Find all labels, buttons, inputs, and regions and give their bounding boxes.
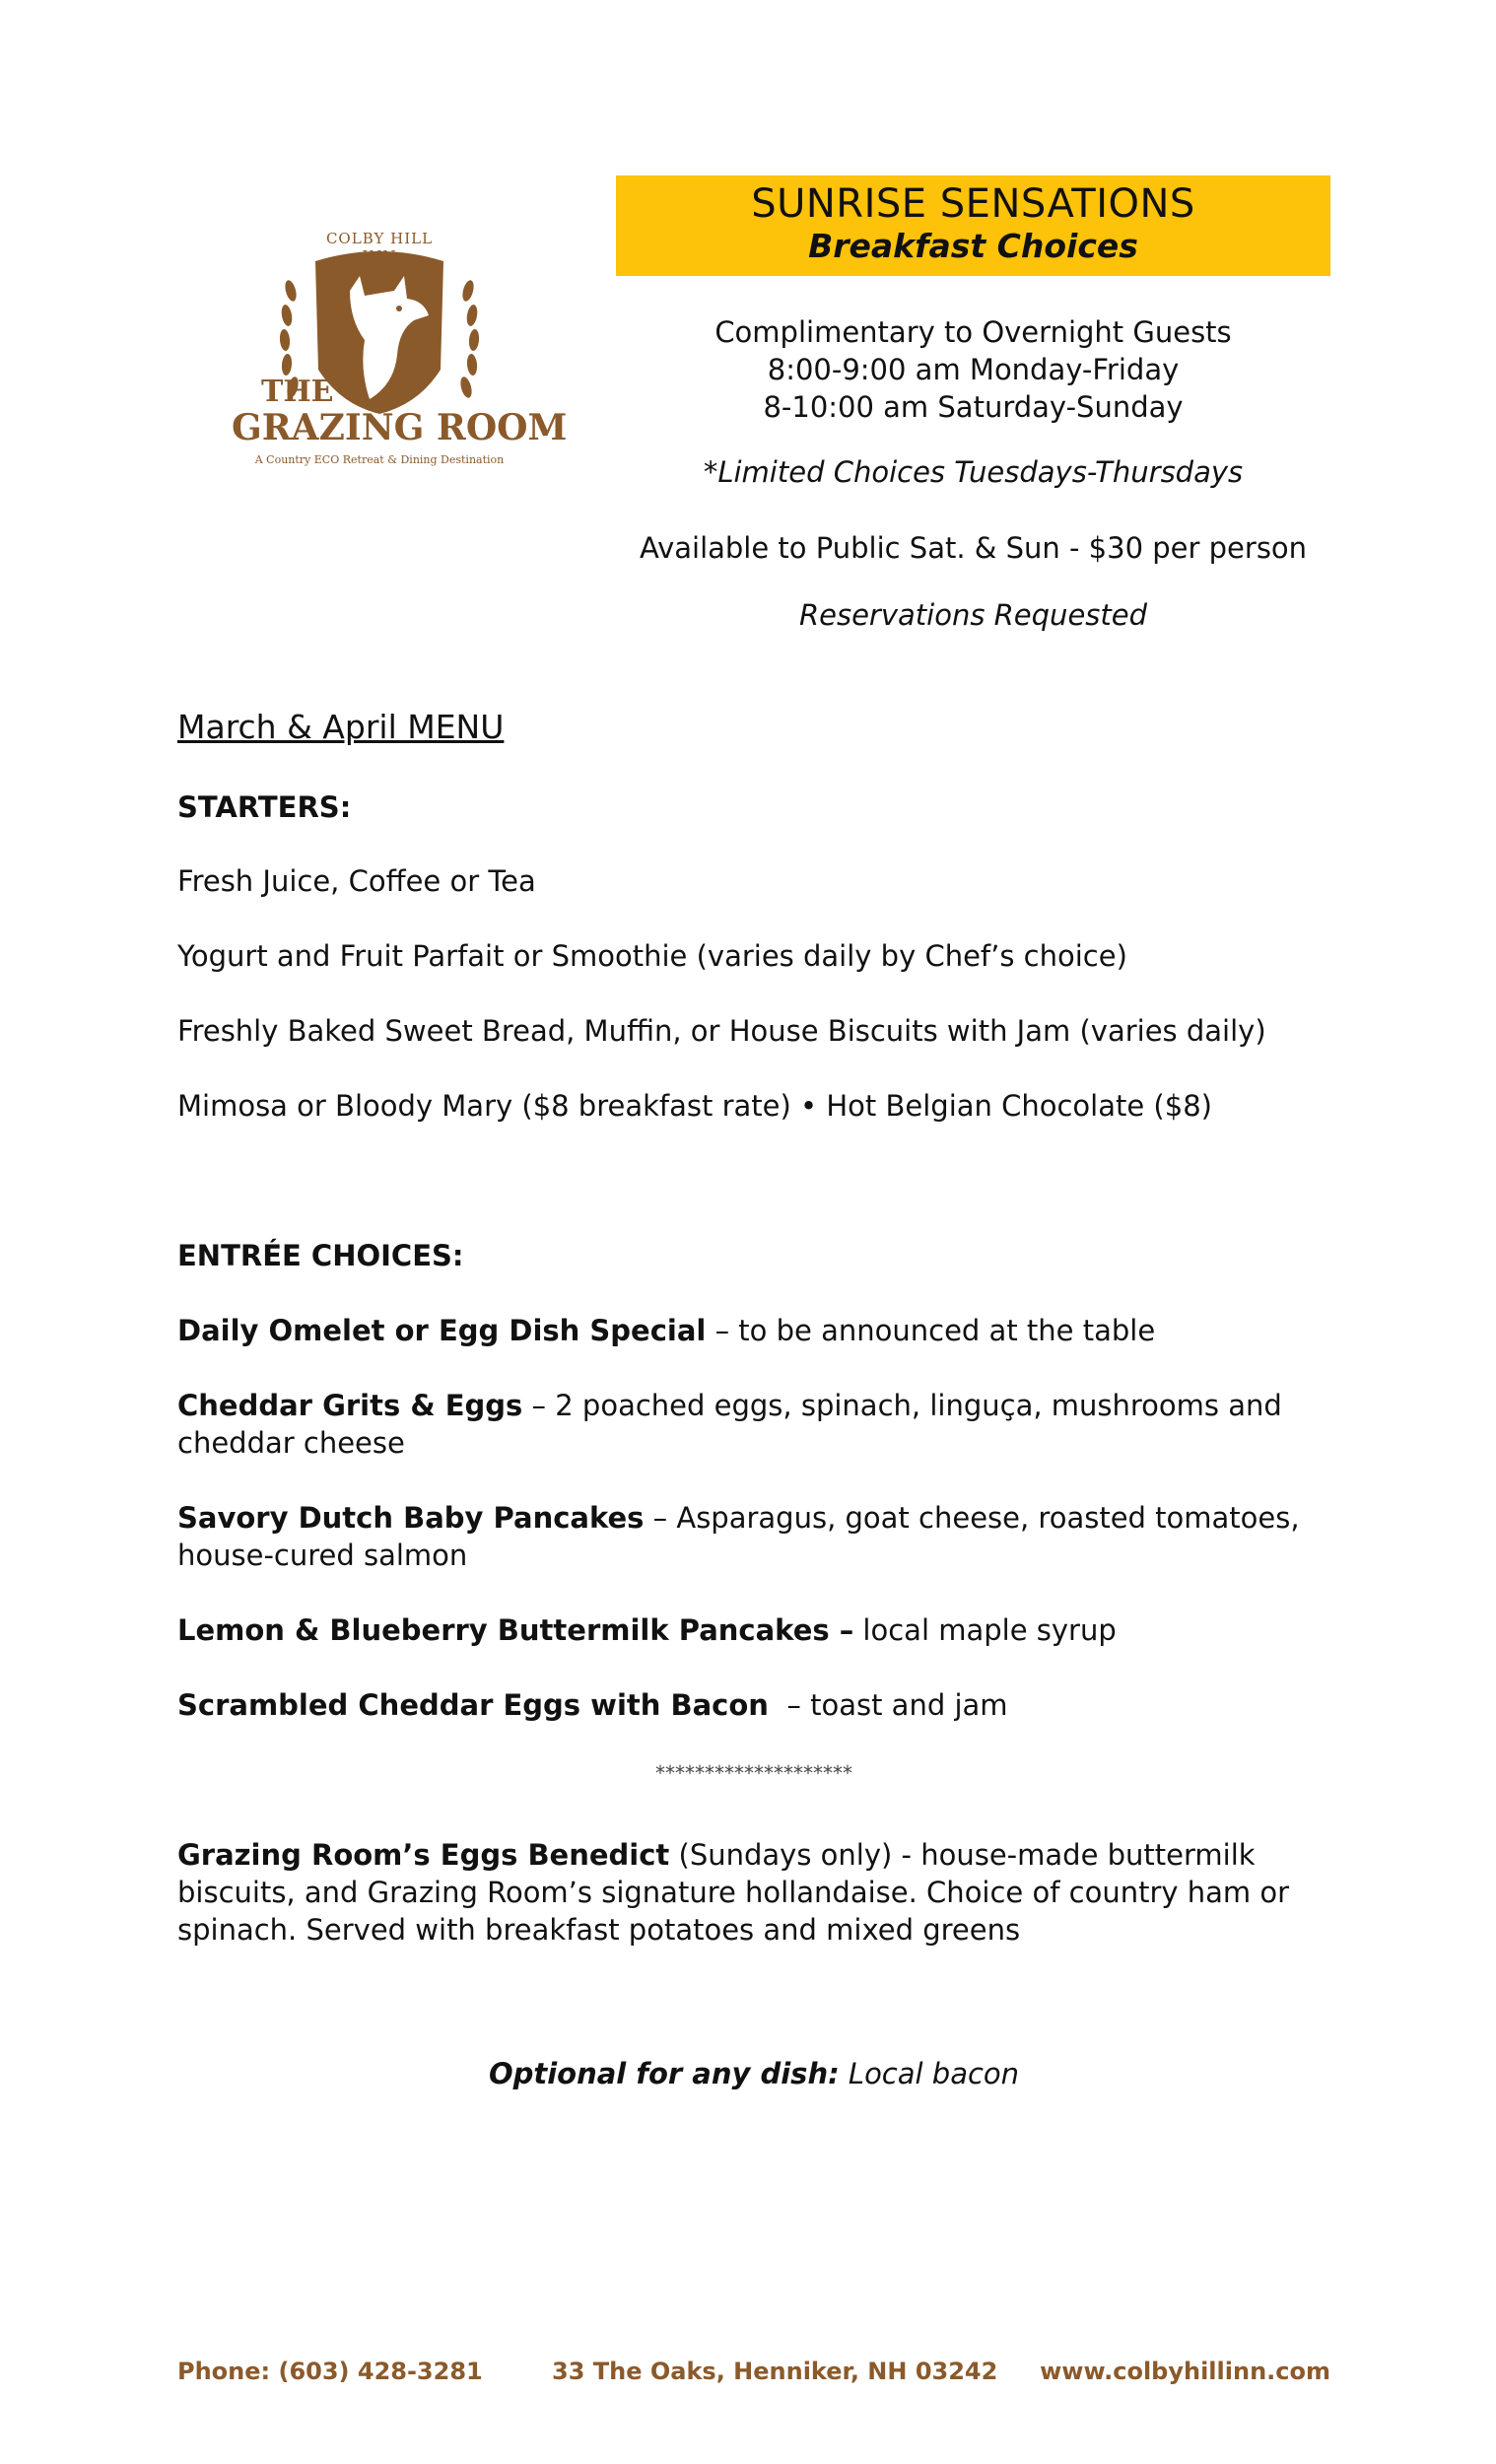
entree-item bbox=[177, 1312, 1330, 1349]
entree-name: Cheddar Grits & Eggs bbox=[177, 1389, 523, 1422]
entree-desc: – Asparagus, goat cheese, roasted tomatoes, house-cured salmon bbox=[177, 1501, 1300, 1572]
entree-item bbox=[177, 1611, 1330, 1649]
entree-item bbox=[177, 1387, 1330, 1462]
starter-item: Fresh Juice, Coffee or Tea bbox=[177, 864, 536, 898]
entree-name: Savory Dutch Baby Pancakes bbox=[177, 1501, 645, 1535]
starters-heading: STARTERS: bbox=[177, 790, 352, 824]
entree-name: Daily Omelet or Egg Dish Special bbox=[177, 1314, 707, 1347]
benedict-name: Grazing Room’s Eggs Benedict bbox=[177, 1838, 670, 1872]
entree-heading: ENTRÉE CHOICES: bbox=[177, 1239, 464, 1272]
logo-tagline: A Country ECO Retreat & Dining Destination bbox=[254, 453, 505, 466]
footer bbox=[177, 2358, 1330, 2397]
public-availability: Available to Public Sat. & Sun - $30 per person bbox=[639, 531, 1308, 565]
separator-stars: ******************** bbox=[655, 1761, 852, 1785]
entree-desc: local maple syrup bbox=[853, 1613, 1117, 1647]
footer-website-link[interactable]: www.colbyhillinn.com bbox=[1040, 2358, 1330, 2385]
header-banner bbox=[616, 175, 1330, 276]
menu-title: March & April MENU bbox=[177, 708, 505, 746]
optional-label: Optional for any dish: bbox=[488, 2057, 840, 2090]
entree-desc: – to be announced at the table bbox=[706, 1314, 1156, 1347]
entree-name: Lemon & Blueberry Buttermilk Pancakes – bbox=[177, 1613, 854, 1647]
entree-name: Scrambled Cheddar Eggs with Bacon bbox=[177, 1688, 769, 1722]
header-title: SUNRISE SENSATIONS bbox=[751, 181, 1195, 227]
logo-name-line1: THE bbox=[261, 375, 334, 409]
starter-item: Freshly Baked Sweet Bread, Muffin, or House Biscuits with Jam (varies daily) bbox=[177, 1014, 1266, 1048]
grazing-room-logo bbox=[222, 222, 568, 478]
complimentary-text: Complimentary to Overnight Guests bbox=[714, 315, 1232, 349]
footer-address: 33 The Oaks, Henniker, NH 03242 bbox=[552, 2358, 998, 2385]
optional-addon bbox=[177, 2055, 1330, 2092]
footer-phone[interactable]: Phone: (603) 428-3281 bbox=[177, 2358, 483, 2385]
header-subtitle: Breakfast Choices bbox=[808, 227, 1138, 265]
entree-item bbox=[177, 1686, 1330, 1724]
starter-item: Yogurt and Fruit Parfait or Smoothie (varies daily by Chef’s choice) bbox=[177, 939, 1127, 973]
weekday-hours: 8:00-9:00 am Monday-Friday bbox=[767, 353, 1180, 386]
benedict-item bbox=[177, 1836, 1330, 1949]
weekend-hours: 8-10:00 am Saturday-Sunday bbox=[763, 390, 1184, 424]
entree-item bbox=[177, 1499, 1330, 1574]
optional-value: Local bacon bbox=[839, 2057, 1020, 2090]
logo-arc-text: COLBY HILL INN bbox=[325, 230, 434, 265]
logo-name-line2: GRAZING ROOM bbox=[232, 407, 568, 448]
reservations-note: Reservations Requested bbox=[798, 598, 1148, 632]
limited-choices-note: *Limited Choices Tuesdays-Thursdays bbox=[703, 455, 1244, 489]
entree-desc: – 2 poached eggs, spinach, linguça, mushrooms and cheddar cheese bbox=[177, 1389, 1282, 1460]
starter-item: Mimosa or Bloody Mary ($8 breakfast rate) • Hot Belgian Chocolate ($8) bbox=[177, 1089, 1212, 1123]
hours-block bbox=[616, 313, 1330, 426]
entree-desc: – toast and jam bbox=[768, 1688, 1008, 1722]
benedict-desc: (Sundays only) - house-made buttermilk biscuits, and Grazing Room’s signature hollandaise. Choice of country ham or spinach. Served with breakfast potatoes and mixed greens bbox=[177, 1838, 1290, 1947]
